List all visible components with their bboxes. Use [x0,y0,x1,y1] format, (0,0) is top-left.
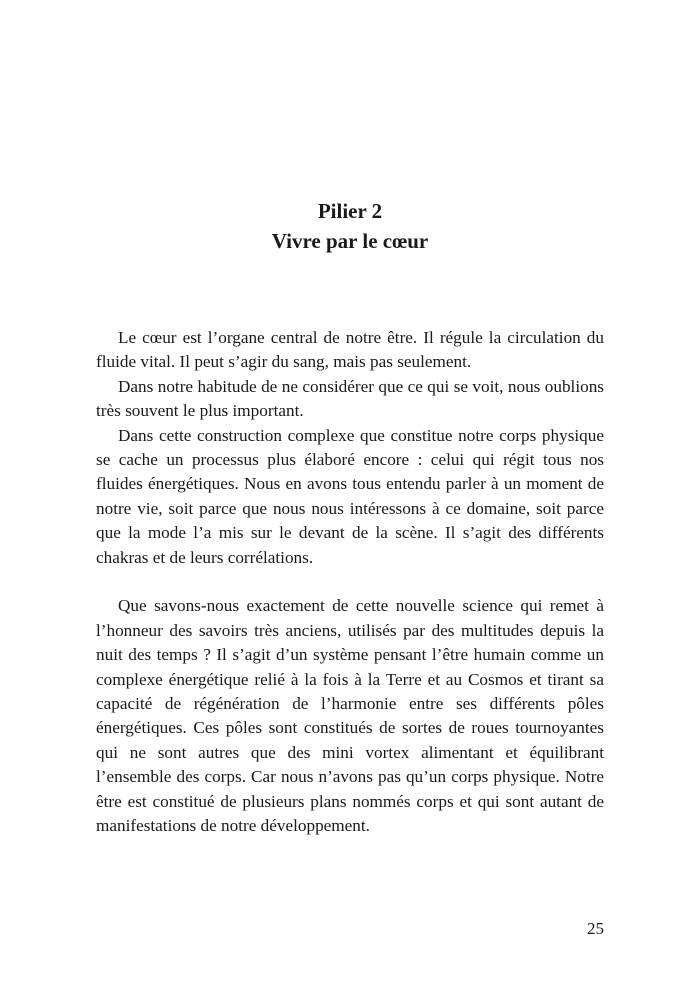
paragraph-spacer [96,570,604,594]
page-number: 25 [587,919,604,938]
paragraph: Dans cette construction complexe que constitue notre corps physique se cache un processus plus élaboré encore : celui qui régit tous nos fluides énergétiques. Nous en avons tous entendu parler à un moment de notre vie, soit parce que nous nous intéressons à ce domaine, soit parce que la mode l’a mis sur le devant de la scène. Il s’agit des différents chakras et de leurs corrélations. [96,425,604,567]
body-text [96,326,604,839]
chapter-number: Pilier 2 [317,199,383,223]
chapter-heading [0,196,700,256]
chapter-title: Vivre par le cœur [271,229,429,253]
paragraph: Le cœur est l’organe central de notre être. Il régule la circulation du fluide vital. Il peut s’agir du sang, mais pas seulement. [96,328,604,372]
paragraph: Que savons-nous exactement de cette nouvelle science qui remet à l’honneur des savoirs très anciens, utilisés par des multitudes depuis la nuit des temps ? Il s’agit d’un système pensant l’être humain comme un complexe énergétique relié à la fois à la Terre et au Cosmos et tirant sa capacité de régénération de l’harmonie entre ses différents pôles énergétiques. Ces pôles sont constitués de sortes de roues tournoyantes qui ne sont autres que des mini vortex alimentant et équilibrant l’ensemble des corps. Car nous n’avons pas qu’un corps physique. Notre être est constitué de plusieurs plans nommés corps et qui sont autant de manifestations de notre développement. [96,596,604,836]
paragraph: Dans notre habitude de ne considérer que ce qui se voit, nous oublions très souvent le plus important. [96,376,604,421]
